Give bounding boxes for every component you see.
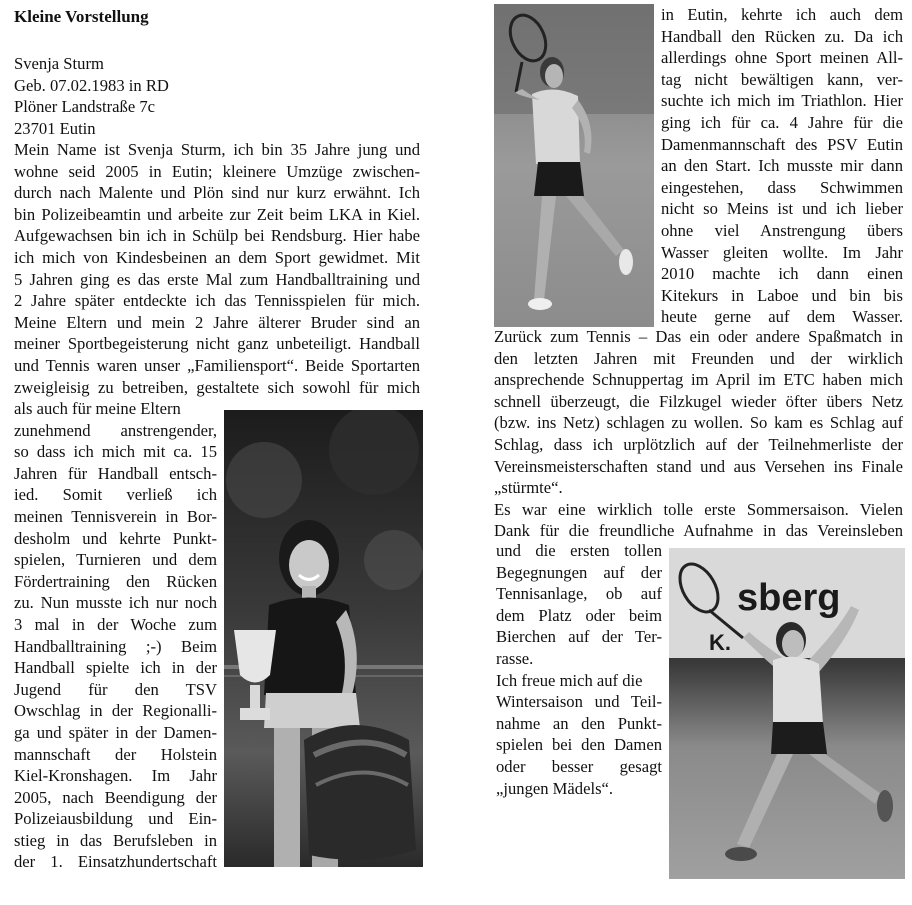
text-line: als auch für meine Eltern	[14, 399, 181, 418]
text-line: „stürmte“.	[494, 478, 563, 498]
text-line: 2010 machte ich dann einen	[661, 264, 903, 284]
text-line: Handball den Rücken zu. Da ich	[661, 26, 903, 46]
column1-paragraph	[14, 139, 420, 398]
text-line: Begegnungen auf der	[496, 562, 662, 582]
text-line: spielen bei den Damen	[496, 735, 662, 755]
text-line: Jugend für den TSV	[14, 679, 217, 699]
text-line: Wasser gleiten wollte. Im Jahr	[661, 242, 903, 262]
text-line: nahme an den Punkt-	[496, 713, 662, 733]
text-line: Dank für die freundliche Aufnahme in das Vereinsleben	[494, 521, 903, 541]
address-line: Plöner Landstraße 7c	[14, 97, 155, 117]
text-line: wohne seid 2005 in Eutin; kleinere Umzüge zwischen-	[14, 161, 420, 181]
text-line: Vereinsmeisterschaften stand und aus Versehen ins Finale	[494, 456, 903, 476]
text-line: Damenmannschaft des PSV Eutin	[661, 134, 903, 154]
text-line: Ich freue mich auf die	[496, 670, 643, 690]
text-line: Bierchen auf der Ter-	[496, 627, 662, 647]
text-line: Kiel-Kronshagen. Im Jahr	[14, 766, 217, 786]
text-line: den letzten Jahren mit Freunden und der wirklich	[494, 348, 903, 368]
text-line: Zurück zum Tennis – Das ein oder andere Spaßmatch in	[494, 327, 903, 346]
text-line: Polizeiausbildung und Ein-	[14, 809, 217, 829]
text-line: eingestehen, dass Schwimmen	[661, 177, 903, 197]
text-line: oder besser gesagt	[496, 756, 662, 776]
text-line: 3 mal in der Woche zum	[14, 614, 217, 634]
lunge-photo	[669, 548, 905, 879]
text-line: Tennisanlage, ob auf	[496, 584, 662, 604]
text-line: Handballtraining ;-) Beim	[14, 636, 217, 656]
text-line: nicht so Meins ist und ich lieber	[661, 199, 903, 219]
text-line: meiner Sportbegeisterung nicht ganz unbeteiligt. Handball	[14, 334, 420, 354]
text-line: ied. Somit verließ ich	[14, 485, 217, 505]
text-line: Handball spielte ich in der	[14, 658, 217, 678]
text-line: ga und später in der Damen-	[14, 722, 217, 742]
text-line: Schlag, dass ich urplötzlich auf der Teilnehmerliste der	[494, 434, 903, 454]
text-line: Mein Name ist Svenja Sturm, ich bin 35 Jahre jung und	[14, 140, 420, 159]
text-line: zu. Nun musste ich nur noch	[14, 593, 217, 613]
banner-text: sberg	[737, 577, 841, 619]
text-line: spielen, Turnieren und dem	[14, 550, 217, 570]
text-line: 2005, nach Beendigung der	[14, 787, 217, 807]
column1-narrow-text	[14, 398, 217, 873]
text-line: so dass ich mich mit ca. 15	[14, 442, 217, 462]
text-line: Jahren für Handball entsch-	[14, 463, 217, 483]
text-line: (bzw. ins Netz) schlagen zu wollen. So kam es Schlag auf	[494, 413, 903, 433]
text-line: tag nicht bewältigen kann, ver-	[661, 69, 903, 89]
address-line: Svenja Sturm	[14, 54, 104, 73]
text-line: zunehmend anstrengender,	[14, 420, 217, 440]
column2-bottom-text	[496, 540, 662, 799]
text-line: durch nach Malente und Plön sind nur kurz erwähnt. Ich	[14, 183, 420, 203]
text-line: Es war eine wirklich tolle erste Sommersaison. Vielen	[494, 499, 903, 519]
text-line: ohne viel Anstrengung übers	[661, 220, 903, 240]
text-line: 5 Jahren ging es das erste Mal zum Handballtraining und	[14, 269, 420, 289]
address-line: Geb. 07.02.1983 in RD	[14, 75, 169, 95]
text-line: zweigleisig zu betreiben, gestaltete sich sowohl für mich	[14, 377, 420, 397]
text-line: Fördertraining den Rücken	[14, 571, 217, 591]
text-line: Wintersaison und Teil-	[496, 692, 662, 712]
text-line: mannschaft der Holstein	[14, 744, 217, 764]
column2-top-text	[661, 4, 903, 328]
address-line: 23701 Eutin	[14, 118, 96, 138]
text-line: allerdings ohne Sport meinen All-	[661, 48, 903, 68]
text-line: rasse.	[496, 648, 534, 668]
text-line: 2 Jahre später entdeckte ich das Tennisspielen für mich.	[14, 291, 420, 311]
text-line: stieg in das Berufsleben in	[14, 830, 217, 850]
text-line: ich mich von Kindesbeinen an dem Sport gewidmet. Mit	[14, 247, 420, 267]
address-block	[14, 53, 434, 139]
text-line: Aufgewachsen bin ich in Schülp bei Rendsburg. Hier habe	[14, 226, 420, 246]
text-line: ansprechende Schnuppertag im April im ETC haben mich	[494, 370, 903, 390]
text-line: Kitekurs in Laboe und bin bis	[661, 285, 903, 305]
page-title: Kleine Vorstellung	[14, 7, 149, 26]
text-line: suchte ich mich im Triathlon. Hier	[661, 91, 903, 111]
text-line: „jungen Mädels“.	[496, 778, 614, 798]
text-line: desholm und kehrte Punkt-	[14, 528, 217, 548]
text-line: ging ich für ca. 4 Jahre für die	[661, 112, 903, 132]
text-line: heute gerne auf dem Wasser.	[661, 307, 903, 327]
text-line: Meine Eltern und mein 2 Jahre älterer Bruder sind an	[14, 312, 420, 332]
text-line: und die ersten tollen	[496, 541, 662, 560]
text-line: an den Start. Ich musste mir dann	[661, 156, 903, 176]
banner-text-2: K.	[709, 630, 731, 655]
text-line: und Tennis waren unser „Familiensport“. Beide Sportarten	[14, 355, 420, 375]
text-line: dem Platz oder beim	[496, 605, 662, 625]
text-line: bin Polizeibeamtin und arbeite zur Zeit beim LKA in Kiel.	[14, 204, 420, 224]
text-line: schnell überzeugt, die Filzkugel wieder öfter übers Netz	[494, 391, 903, 411]
column2-paragraph	[494, 326, 903, 542]
forehand-photo	[494, 4, 654, 327]
trophy-photo	[224, 410, 423, 867]
text-line: in Eutin, kehrte ich auch dem	[661, 5, 903, 24]
text-line: der 1. Einsatzhundertschaft	[14, 852, 217, 872]
text-line: meinen Tennisverein in Bor-	[14, 506, 217, 526]
text-line: Owschlag in der Regionalli-	[14, 701, 217, 721]
